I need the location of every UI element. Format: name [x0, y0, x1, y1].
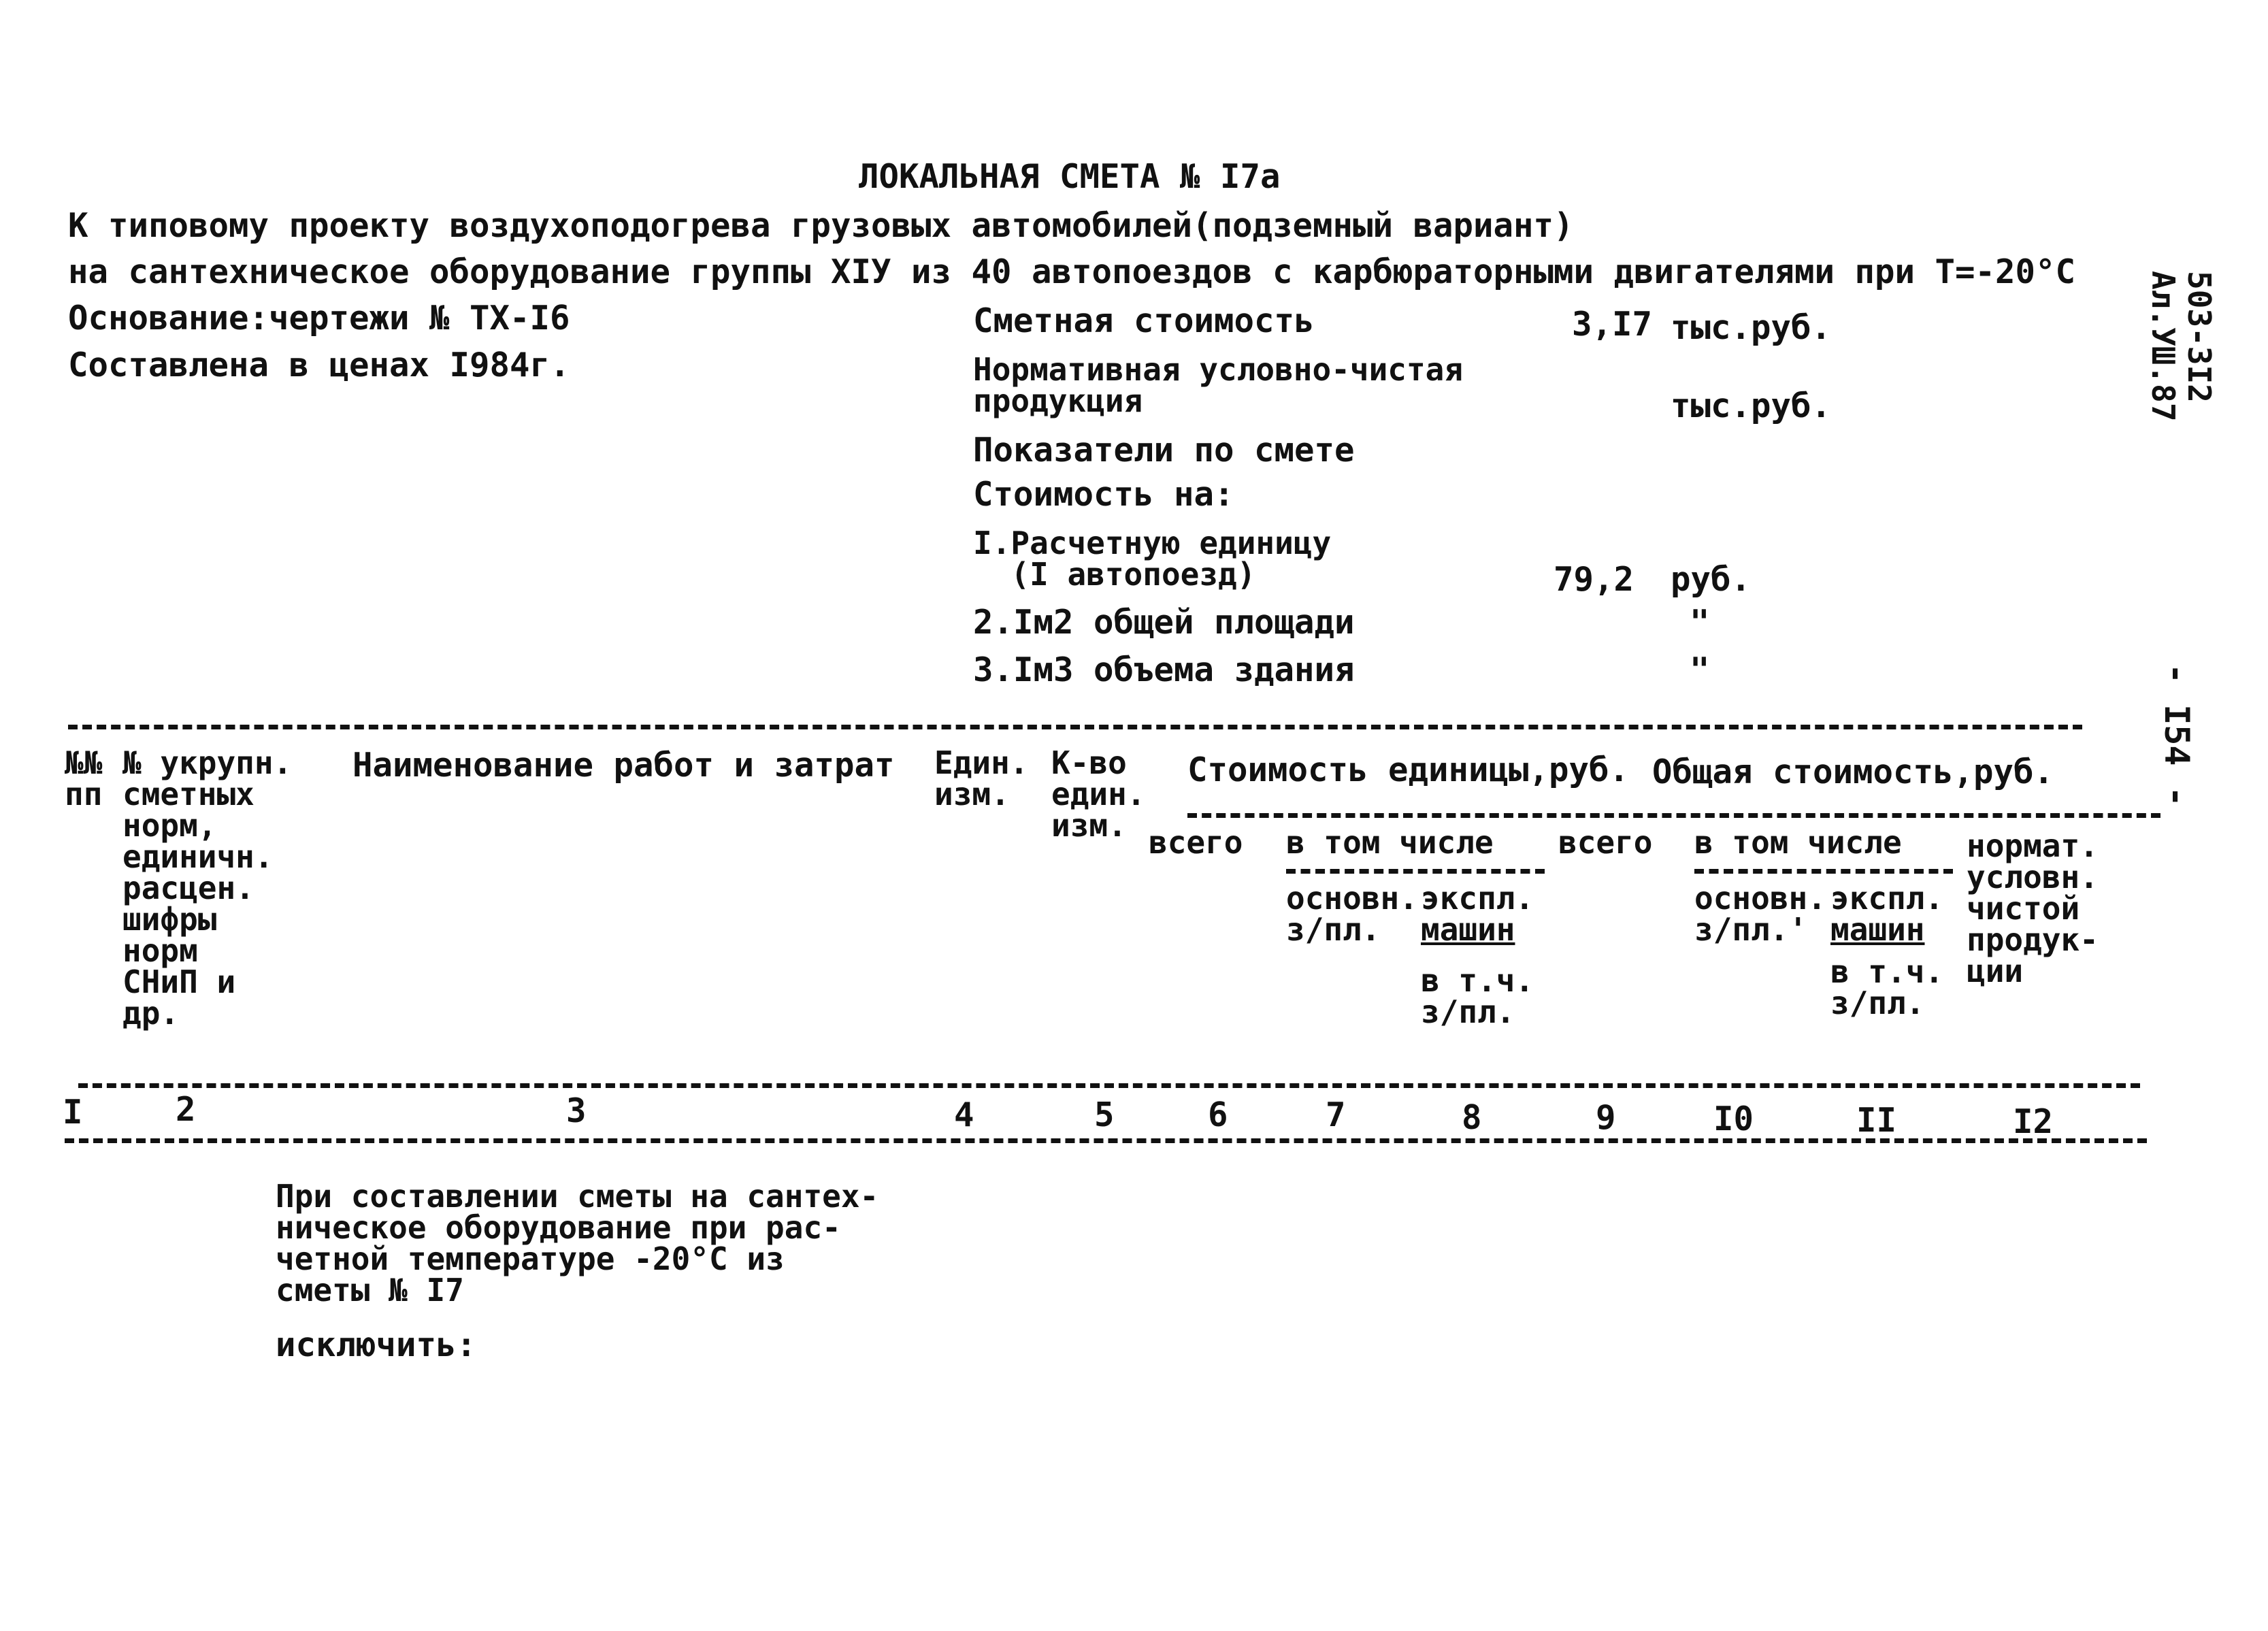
col-number-11: II: [1856, 1101, 1897, 1140]
col-number-1: I: [63, 1093, 83, 1132]
estimate-cost-value: 3,I7: [1572, 305, 1653, 344]
col-4-header: Един. изм.: [934, 744, 1029, 812]
incl-header-a: в том числе: [1286, 824, 1494, 861]
col-number-5: 5: [1094, 1095, 1115, 1134]
col-9-header: всего: [1558, 824, 1653, 861]
unit1-unit: руб.: [1671, 560, 1752, 599]
unit2-ditto: ": [1690, 603, 1710, 642]
col-3-header: Наименование работ и затрат: [352, 746, 895, 785]
prices-line: Составлена в ценах I984г.: [68, 346, 570, 384]
unit-cost-header: Стоимость единицы,руб.: [1187, 751, 1630, 789]
cost-header-rule: [1187, 813, 2160, 818]
col-number-7: 7: [1326, 1095, 1346, 1134]
col-number-10: I0: [1713, 1100, 1754, 1138]
col-number-3: 3: [566, 1091, 587, 1130]
project-code: 503-3I2: [2181, 271, 2218, 403]
cost-on-label: Стоимость на:: [973, 475, 1234, 514]
subtitle-project: К типовому проекту воздухоподогрева грузовых автомобилей(подземный вариант): [68, 206, 1574, 245]
col-8-header-b: машин: [1421, 911, 1515, 948]
total-cost-header: Общая стоимость,руб.: [1652, 753, 2054, 791]
body-exclude: исключить:: [276, 1325, 477, 1364]
unit2-label: 2.Iм2 общей площади: [973, 603, 1355, 642]
numbers-bottom-rule: [65, 1138, 2147, 1143]
basis-line: Основание:чертежи № ТХ-I6: [68, 299, 570, 337]
col-12-header: нормат. условн. чистой продук- ции: [1967, 827, 2099, 989]
incl-header-b: в том числе: [1694, 824, 1902, 861]
subtitle-equipment: на сантехническое оборудование группы XIУ из 40 автопоездов с карбюраторными двигателями при Т=-20°С: [68, 252, 2076, 291]
unit3-ditto: ": [1690, 650, 1710, 689]
net-product-unit: тыс.руб.: [1671, 386, 1832, 425]
col-11-header-a: экспл.: [1830, 880, 1944, 917]
estimate-cost-unit: тыс.руб.: [1671, 308, 1832, 347]
col-6-header: всего: [1149, 824, 1243, 861]
col-number-8: 8: [1462, 1098, 1482, 1137]
col-2-header: № укрупн. сметных норм, единичн. расцен. шифры норм СНиП и др.: [122, 744, 293, 1032]
col-5-header: К-во един. изм.: [1051, 744, 1146, 844]
body-note: При составлении сметы на сантех- ническое оборудование при рас- четной температуре -20°С из сметы № I7: [276, 1178, 879, 1308]
page-number: - I54 -: [2157, 663, 2197, 807]
net-product-label: Нормативная условно-чистая продукция: [973, 351, 1464, 419]
unit1-label: I.Расчетную единицу (I автопоезд): [973, 525, 1332, 593]
document-title: ЛОКАЛЬНАЯ СМЕТА № I7а: [859, 157, 1281, 196]
header-bottom-rule: [78, 1083, 2140, 1088]
col-number-4: 4: [954, 1095, 974, 1134]
col-11-header-b: машин: [1830, 911, 1925, 948]
indicators-label: Показатели по смете: [973, 431, 1355, 469]
col-number-2: 2: [176, 1090, 196, 1129]
col-11-header-c: в т.ч. з/пл.: [1830, 953, 1944, 1021]
table-top-rule: [68, 725, 2082, 729]
col-8-header-c: в т.ч. з/пл.: [1421, 962, 1534, 1030]
col-number-6: 6: [1208, 1095, 1228, 1134]
col-10-header: основн. з/пл.': [1694, 880, 1826, 948]
album-label: Ал.УШ.87: [2145, 271, 2182, 422]
col-number-9: 9: [1596, 1098, 1616, 1137]
estimate-cost-label: Сметная стоимость: [973, 301, 1315, 340]
col-number-12: I2: [2013, 1102, 2054, 1141]
incl-rule-b: [1694, 869, 1953, 874]
col-8-header-a: экспл.: [1421, 880, 1534, 917]
unit1-value: 79,2: [1554, 560, 1634, 599]
col-7-header: основн. з/пл.: [1286, 880, 1418, 948]
col-1-header: №№ пп: [65, 744, 103, 812]
unit3-label: 3.Iм3 объема здания: [973, 650, 1355, 689]
incl-rule-a: [1286, 869, 1545, 874]
